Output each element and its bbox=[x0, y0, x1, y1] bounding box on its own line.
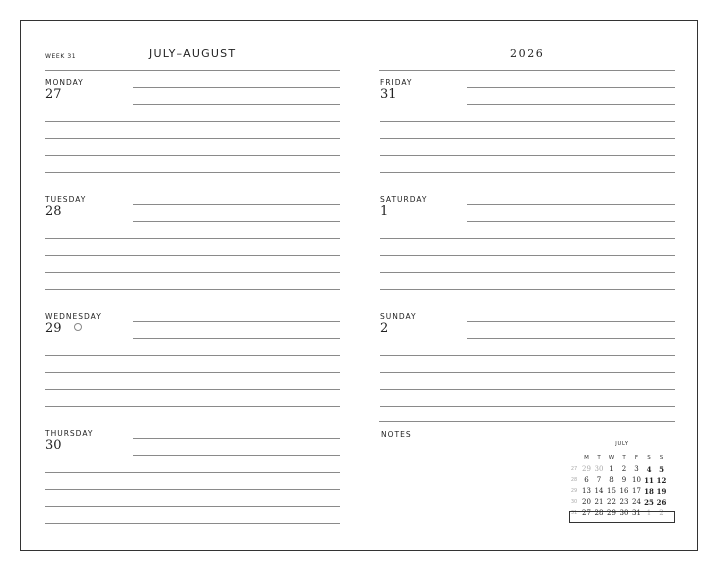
section-rule bbox=[379, 421, 675, 422]
day-number: 31 bbox=[380, 87, 397, 102]
writing-line bbox=[45, 272, 340, 273]
short-rule-line bbox=[133, 104, 340, 105]
short-rule-line bbox=[133, 338, 340, 339]
writing-line bbox=[45, 355, 340, 356]
mini-calendar-week-number: 28 bbox=[570, 477, 578, 483]
writing-line bbox=[45, 472, 340, 473]
mini-calendar-day: 12 bbox=[656, 476, 667, 485]
short-rule-line bbox=[467, 87, 675, 88]
day-number: 2 bbox=[380, 321, 389, 336]
writing-line bbox=[45, 172, 340, 173]
writing-line bbox=[380, 155, 675, 156]
writing-line bbox=[380, 389, 675, 390]
short-rule-line bbox=[133, 204, 340, 205]
mini-calendar-day: 28 bbox=[594, 509, 604, 517]
day-name-saturday: SATURDAY bbox=[380, 195, 428, 204]
mini-calendar-week-number: 27 bbox=[570, 466, 578, 472]
writing-line bbox=[45, 121, 340, 122]
short-rule-line bbox=[133, 221, 340, 222]
day-number: 28 bbox=[45, 204, 62, 219]
moon-phase-icon bbox=[74, 323, 82, 331]
writing-line bbox=[45, 372, 340, 373]
mini-calendar-day: 2 bbox=[659, 509, 664, 517]
day-number: 30 bbox=[45, 438, 62, 453]
mini-calendar-day: 3 bbox=[634, 465, 639, 473]
mini-calendar-weekday: F bbox=[634, 455, 639, 461]
writing-line bbox=[380, 406, 675, 407]
mini-calendar-day: 1 bbox=[646, 509, 652, 517]
short-rule-line bbox=[133, 321, 340, 322]
mini-calendar-day: 15 bbox=[607, 487, 616, 495]
mini-calendar-day: 29 bbox=[607, 509, 616, 517]
writing-line bbox=[45, 238, 340, 239]
mini-calendar-day: 10 bbox=[632, 476, 641, 484]
mini-calendar-weekday: W bbox=[608, 455, 615, 461]
mini-calendar-weekday: M bbox=[584, 455, 589, 461]
day-name-sunday: SUNDAY bbox=[380, 312, 417, 321]
writing-line bbox=[380, 138, 675, 139]
short-rule-line bbox=[467, 321, 675, 322]
mini-calendar-week-number: 31 bbox=[570, 510, 578, 516]
writing-line bbox=[45, 523, 340, 524]
mini-calendar-day: 25 bbox=[644, 498, 654, 507]
header-rule bbox=[379, 70, 675, 71]
mini-calendar-day: 11 bbox=[644, 476, 654, 485]
mini-calendar-day: 22 bbox=[607, 498, 616, 506]
mini-calendar-day: 30 bbox=[594, 465, 604, 473]
mini-calendar-day: 29 bbox=[582, 465, 591, 473]
short-rule-line bbox=[467, 221, 675, 222]
writing-line bbox=[380, 121, 675, 122]
day-number: 1 bbox=[380, 204, 389, 219]
writing-line bbox=[380, 289, 675, 290]
writing-line bbox=[45, 289, 340, 290]
writing-line bbox=[45, 506, 340, 507]
mini-calendar-day: 27 bbox=[582, 509, 591, 517]
writing-line bbox=[45, 406, 340, 407]
mini-calendar-day: 24 bbox=[632, 498, 641, 506]
short-rule-line bbox=[467, 104, 675, 105]
day-number: 27 bbox=[45, 87, 62, 102]
mini-calendar-day: 9 bbox=[621, 476, 627, 484]
current-week-highlight bbox=[569, 511, 675, 523]
mini-calendar-weekday: S bbox=[659, 455, 664, 461]
header-rule bbox=[45, 70, 340, 71]
mini-calendar-day: 20 bbox=[582, 498, 591, 506]
short-rule-line bbox=[133, 438, 340, 439]
mini-calendar-day: 16 bbox=[619, 487, 629, 495]
mini-calendar-day: 26 bbox=[656, 498, 667, 507]
mini-calendar-day: 18 bbox=[644, 487, 654, 496]
mini-calendar-day: 6 bbox=[584, 476, 589, 484]
day-name-friday: FRIDAY bbox=[380, 78, 413, 87]
mini-calendar-weekday: T bbox=[597, 455, 601, 461]
writing-line bbox=[380, 172, 675, 173]
writing-line bbox=[380, 272, 675, 273]
day-name-wednesday: WEDNESDAY bbox=[45, 312, 102, 321]
mini-calendar-day: 5 bbox=[659, 465, 664, 474]
mini-calendar-day: 30 bbox=[619, 509, 629, 517]
writing-line bbox=[380, 255, 675, 256]
day-name-thursday: THURSDAY bbox=[45, 429, 94, 438]
mini-calendar-day: 14 bbox=[594, 487, 604, 495]
mini-calendar-day: 2 bbox=[621, 465, 627, 473]
week-number: WEEK 31 bbox=[45, 53, 77, 60]
mini-calendar-day: 21 bbox=[594, 498, 604, 506]
mini-calendar-day: 13 bbox=[582, 487, 591, 495]
mini-calendar-weekday: S bbox=[647, 455, 651, 461]
notes-label: NOTES bbox=[381, 430, 412, 439]
mini-calendar-week-number: 29 bbox=[570, 488, 578, 494]
mini-calendar-week-number: 30 bbox=[570, 499, 578, 505]
mini-calendar-day: 8 bbox=[609, 476, 614, 484]
writing-line bbox=[380, 355, 675, 356]
mini-calendar-title: JULY bbox=[615, 441, 629, 447]
month-range: JULY–AUGUST bbox=[149, 47, 237, 60]
short-rule-line bbox=[467, 338, 675, 339]
writing-line bbox=[380, 238, 675, 239]
writing-line bbox=[45, 489, 340, 490]
writing-line bbox=[45, 138, 340, 139]
day-name-monday: MONDAY bbox=[45, 78, 84, 87]
writing-line bbox=[45, 155, 340, 156]
writing-line bbox=[45, 255, 340, 256]
short-rule-line bbox=[467, 204, 675, 205]
year-label: 2026 bbox=[510, 47, 545, 60]
mini-calendar-day: 1 bbox=[609, 465, 614, 473]
mini-calendar-day: 7 bbox=[596, 476, 602, 484]
short-rule-line bbox=[133, 455, 340, 456]
short-rule-line bbox=[133, 87, 340, 88]
day-number: 29 bbox=[45, 321, 62, 336]
writing-line bbox=[45, 389, 340, 390]
day-name-tuesday: TUESDAY bbox=[45, 195, 87, 204]
mini-calendar-day: 19 bbox=[656, 487, 667, 496]
mini-calendar-weekday: T bbox=[622, 455, 626, 461]
mini-calendar-day: 4 bbox=[646, 465, 652, 474]
mini-calendar-day: 17 bbox=[632, 487, 641, 495]
mini-calendar-day: 31 bbox=[632, 509, 641, 517]
mini-calendar-day: 23 bbox=[619, 498, 629, 506]
writing-line bbox=[380, 372, 675, 373]
